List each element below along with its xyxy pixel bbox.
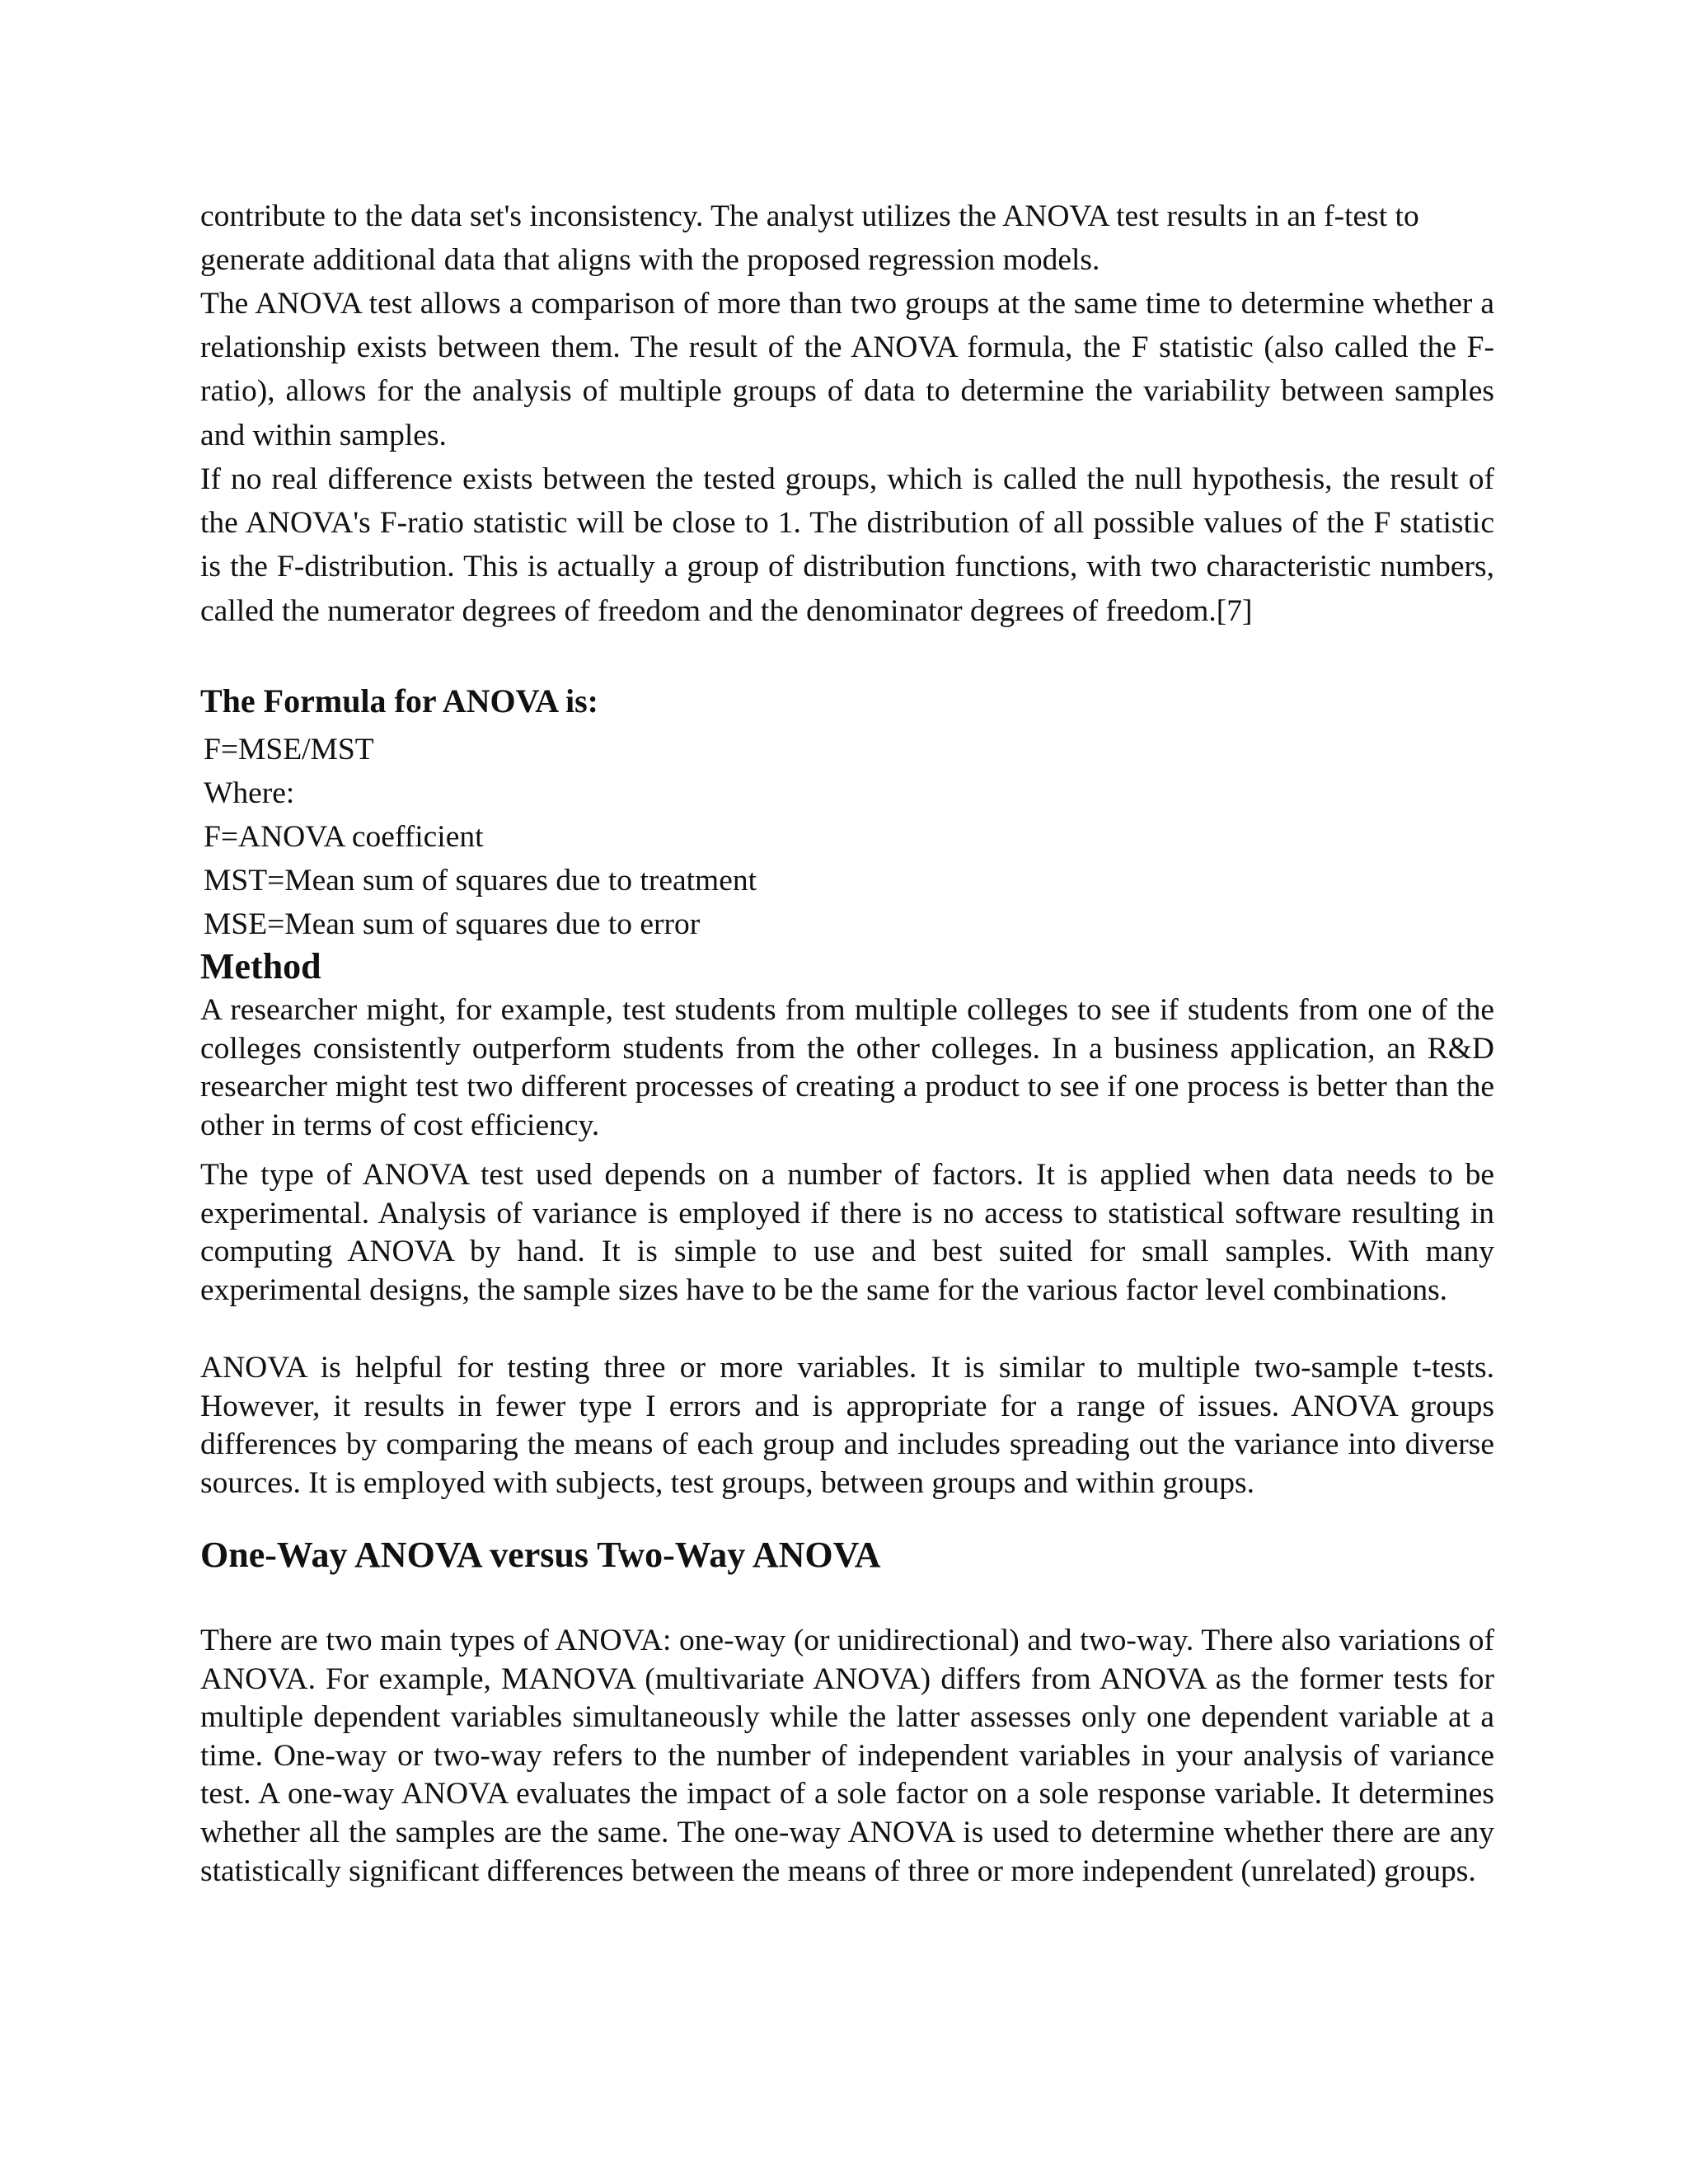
intro-paragraph-anova-comparison: The ANOVA test allows a comparison of more than two groups at the same time to determine whether a relationship exists between them. The result of the ANOVA formula, the F statistic (also called the F-ratio), allows for the analysis of multiple groups of data to determine the variability between samples and within samples.: [200, 287, 1494, 452]
formula-definition-mse: MSE=Mean sum of squares due to error: [204, 907, 701, 941]
intro-paragraph-continuation: contribute to the data set's inconsistency. The analyst utilizes the ANOVA test results in an f-test to generate additional data that aligns with the proposed regression models.: [200, 199, 1419, 278]
formula-heading: The Formula for ANOVA is:: [200, 682, 598, 719]
formula-definition-f: F=ANOVA coefficient: [204, 820, 484, 854]
comparison-paragraph-types: There are two main types of ANOVA: one-way (or unidirectional) and two-way. There also variations of ANOVA. For example, MANOVA (multivariate ANOVA) differs from ANOVA as the former tests for multiple dependent variables simultaneously while the latter assesses only one dependent variable at a time. One-way or two-way refers to the number of independent variables in your analysis of variance test. A one-way ANOVA evaluates the impact of a sole factor on a sole response variable. It determines whether all the samples are the same. The one-way ANOVA is used to determine whether there are any statistically significant differences between the means of three or more independent (unrelated) groups.: [200, 1624, 1494, 1888]
method-heading: Method: [200, 946, 321, 987]
intro-paragraph-null-hypothesis: If no real difference exists between the tested groups, which is called the null hypothesis, the result of the ANOVA's F-ratio statistic will be close to 1. The distribution of all possible values of the F statistic is the F-distribution. This is actually a group of distribution functions, with two characteristic numbers, called the numerator degrees of freedom and the denominator degrees of freedom.[7]: [200, 462, 1494, 628]
formula-where-label: Where:: [204, 776, 295, 810]
method-paragraph-helpful-testing: ANOVA is helpful for testing three or more variables. It is similar to multiple two-sample t-tests. However, it results in fewer type I errors and is appropriate for a range of issues. ANOVA groups differences by comparing the means of each group and includes spreading out the variance into diverse sources. It is employed with subjects, test groups, between groups and within groups.: [200, 1351, 1494, 1500]
method-paragraph-researcher-example: A researcher might, for example, test students from multiple colleges to see if students from one of the colleges consistently outperform students from the other colleges. In a business application, an R&D researcher might test two different processes of creating a product to see if one process is better than the other in terms of cost efficiency.: [200, 993, 1494, 1142]
formula-line: F=MSE/MST: [204, 733, 374, 766]
one-way-two-way-heading: One-Way ANOVA versus Two-Way ANOVA: [200, 1535, 881, 1575]
formula-definition-mst: MST=Mean sum of squares due to treatment: [204, 864, 757, 898]
method-paragraph-test-type: The type of ANOVA test used depends on a number of factors. It is applied when data needs to be experimental. Analysis of variance is employed if there is no access to statistical software resulting in computing ANOVA by hand. It is simple to use and best suited for small samples. With many experimental designs, the sample sizes have to be the same for the various factor level combinations.: [200, 1158, 1494, 1307]
formula-definition-list: [204, 728, 757, 946]
